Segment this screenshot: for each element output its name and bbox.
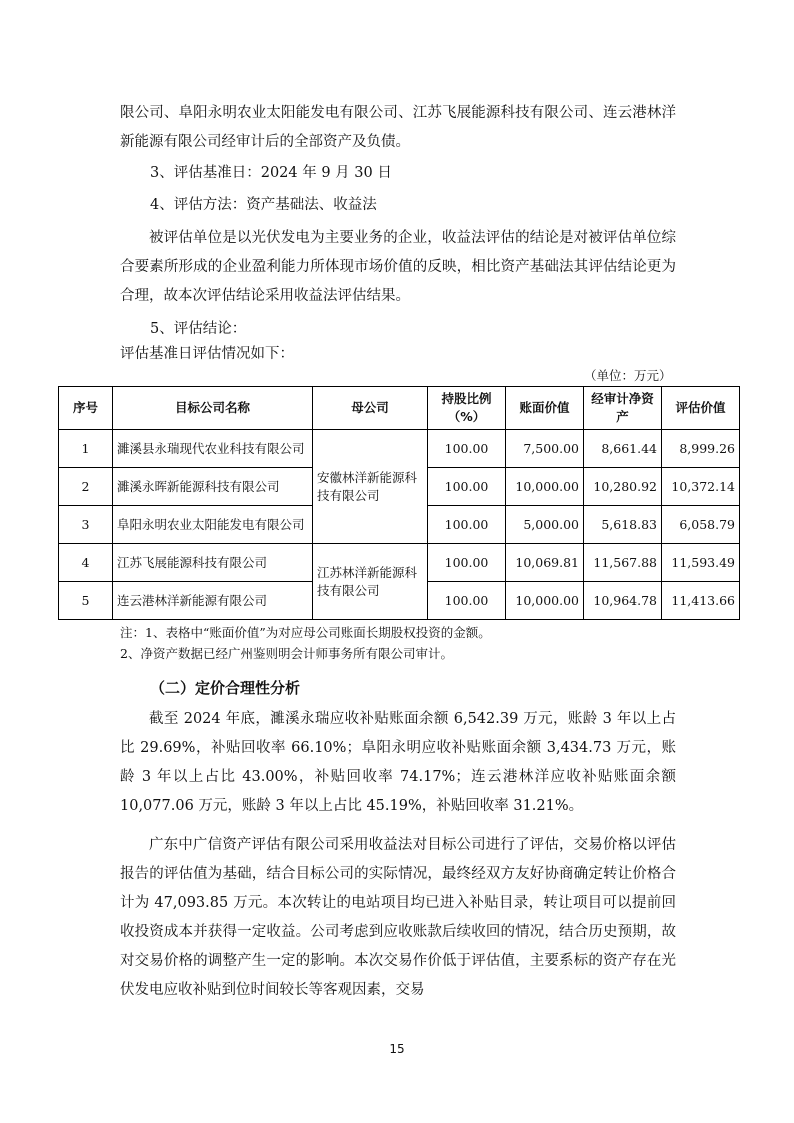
row-book-value: 5,000.00: [506, 506, 584, 544]
row-seq: 3: [59, 506, 113, 544]
row-book-value: 10,000.00: [506, 582, 584, 620]
valuation-table: [58, 386, 740, 620]
header-ratio: 持股比例（%）: [428, 387, 506, 430]
row-company-name: 江苏飞展能源科技有限公司: [113, 544, 313, 582]
row-seq: 2: [59, 468, 113, 506]
row-company-name: 连云港林洋新能源有限公司: [113, 582, 313, 620]
row-company-name: 濉溪县永瑞现代农业科技有限公司: [113, 430, 313, 468]
row-ratio: 100.00: [428, 582, 506, 620]
row-company-name: 濉溪永晖新能源科技有限公司: [113, 468, 313, 506]
table-row: [59, 430, 740, 468]
row-ratio: 100.00: [428, 468, 506, 506]
row-book-value: 10,069.81: [506, 544, 584, 582]
row-net-assets: 11,567.88: [584, 544, 662, 582]
header-book-value: 账面价值: [506, 387, 584, 430]
analysis-paragraph-2: 广东中广信资产评估有限公司采用收益法对目标公司进行了评估，交易价格以评估报告的评估值为基础，结合目标公司的实际情况，最终经双方友好协商确定转让价格合计为 47,093.85 万元。本次转让的电站项目均已进入补贴目录，转让项目可以提前回收投资成本并获得一定收益。公司考虑到应收账款后续收回的情况，结合历史预期，故对交易价格的调整产生一定的影响。本次交易作价低于评估值，主要系标的资产存在光伏发电应收补贴到位时间较长等客观因素，交易: [120, 837, 676, 998]
row-seq: 5: [59, 582, 113, 620]
method-paragraph: 被评估单位是以光伏发电为主要业务的企业，收益法评估的结论是对被评估单位综合要素所形成的企业盈利能力所体现市场价值的反映，相比资产基础法其评估结论更为合理，故本次评估结论采用收益法评估结果。: [120, 230, 676, 304]
item-valuation-date: 3、评估基准日：2024 年 9 月 30 日: [150, 165, 392, 181]
table-intro: 评估基准日评估情况如下：: [120, 346, 294, 362]
row-book-value: 7,500.00: [506, 430, 584, 468]
row-company-name: 阜阳永明农业太阳能发电有限公司: [113, 506, 313, 544]
row-seq: 4: [59, 544, 113, 582]
analysis-paragraph-1: 截至 2024 年底，濉溪永瑞应收补贴账面余额 6,542.39 万元，账龄 3 年以上占比 29.69%，补贴回收率 66.10%；阜阳永明应收补贴账面余额 3,434.73 万元，账龄 3 年以上占比 43.00%，补贴回收率 74.17%；连云港林洋应收补贴账面余额 10,077.06 万元，账龄 3 年以上占比 45.19%，补贴回收率 31.21%。: [120, 711, 676, 814]
row-ratio: 100.00: [428, 506, 506, 544]
row-evaluation-value: 11,593.49: [662, 544, 740, 582]
header-parent: 母公司: [313, 387, 428, 430]
intro-paragraph: 限公司、阜阳永明农业太阳能发电有限公司、江苏飞展能源科技有限公司、连云港林洋新能源有限公司经审计后的全部资产及负债。: [120, 105, 676, 150]
row-parent-company: 安徽林洋新能源科技有限公司: [313, 430, 428, 544]
row-evaluation-value: 6,058.79: [662, 506, 740, 544]
row-parent-company: 江苏林洋新能源科技有限公司: [313, 544, 428, 620]
section-heading: （二）定价合理性分析: [150, 679, 301, 697]
header-company-name: 目标公司名称: [113, 387, 313, 430]
table-row: [59, 544, 740, 582]
row-net-assets: 10,964.78: [584, 582, 662, 620]
row-evaluation-value: 8,999.26: [662, 430, 740, 468]
header-evaluation-value: 评估价值: [662, 387, 740, 430]
item-valuation-conclusion: 5、评估结论：: [150, 321, 247, 337]
row-net-assets: 10,280.92: [584, 468, 662, 506]
item-valuation-method: 4、评估方法：资产基础法、收益法: [150, 197, 377, 213]
row-evaluation-value: 10,372.14: [662, 468, 740, 506]
row-net-assets: 8,661.44: [584, 430, 662, 468]
row-ratio: 100.00: [428, 430, 506, 468]
row-ratio: 100.00: [428, 544, 506, 582]
page-number: 15: [389, 1042, 405, 1056]
table-note-2: 2、净资产数据已经广州鉴则明会计师事务所有限公司审计。: [120, 646, 453, 661]
row-seq: 1: [59, 430, 113, 468]
row-net-assets: 5,618.83: [584, 506, 662, 544]
table-header-row: [59, 387, 740, 430]
row-book-value: 10,000.00: [506, 468, 584, 506]
table-unit: （单位：万元）: [584, 368, 672, 383]
table-note-1: 注：1、表格中“账面价值”为对应母公司账面长期股权投资的金额。: [120, 625, 491, 640]
header-net-assets: 经审计净资产: [584, 387, 662, 430]
header-seq: 序号: [59, 387, 113, 430]
row-evaluation-value: 11,413.66: [662, 582, 740, 620]
